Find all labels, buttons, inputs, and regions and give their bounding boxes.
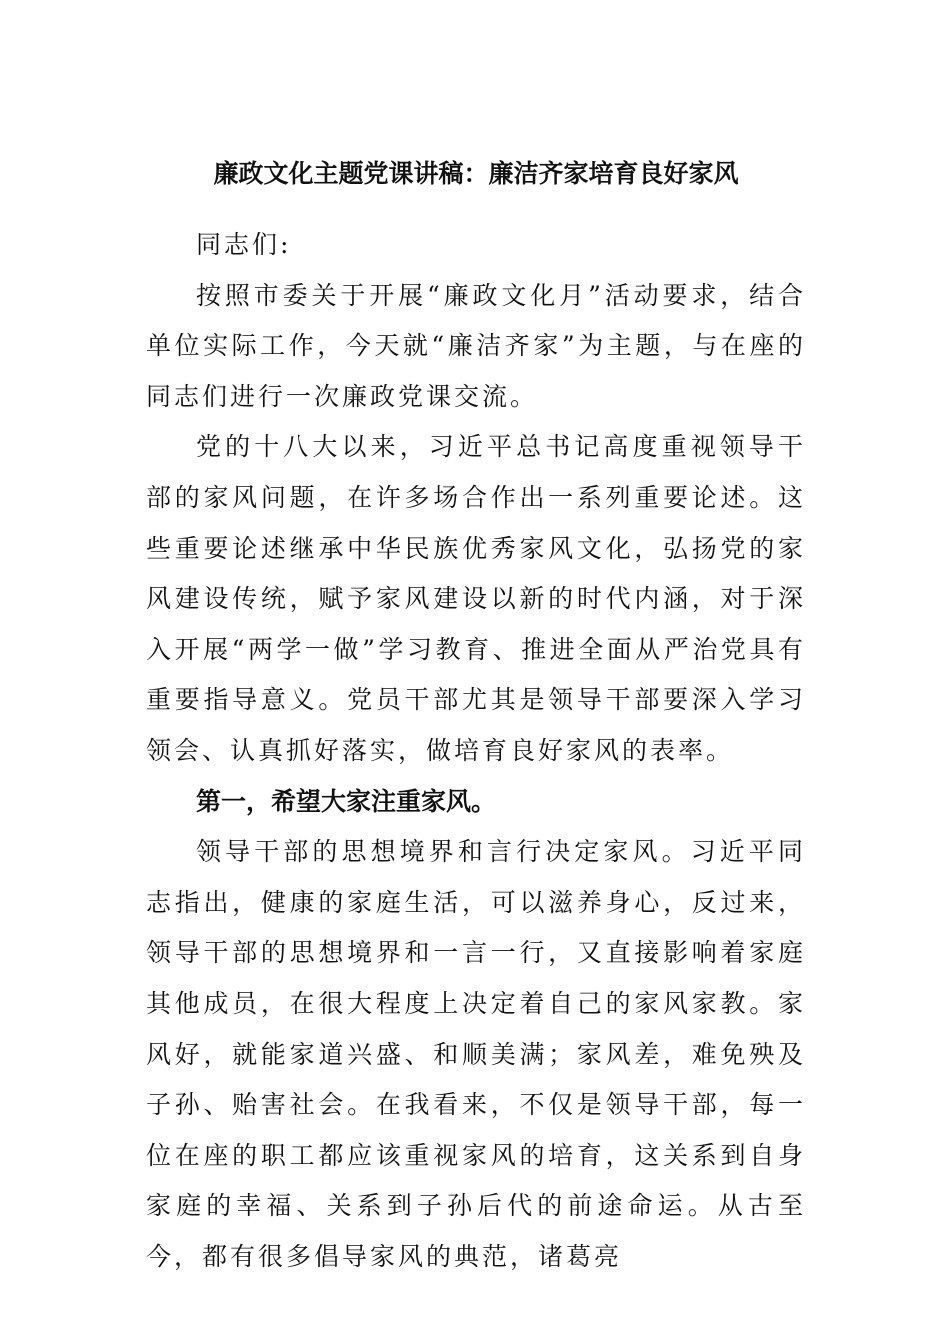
document-body [146, 220, 806, 1282]
document-title: 廉政文化主题党课讲稿：廉洁齐家培育良好家风 [213, 159, 739, 188]
greeting: 同志们: [196, 230, 292, 259]
paragraph-background: 党的十八大以来，习近平总书记高度重视领导干部的家风问题，在许多场合作出一系列重要论述。这些重要论述继承中华民族优秀家风文化，弘扬党的家风建设传统，赋予家风建设以新的时代内涵，对于深入开展“两学一做”学习教育、推进全面从严治党具有重要指导意义。党员干部尤其是领导干部要深入学习领会、认真抓好落实，做培育良好家风的表率。 [146, 432, 806, 765]
paragraph-intro: 按照市委关于开展“廉政文化月”活动要求，结合单位实际工作，今天就“廉洁齐家”为主题，与在座的同志们进行一次廉政党课交流。 [146, 280, 806, 411]
section-paragraph: 领导干部的思想境界和言行决定家风。习近平同志指出，健康的家庭生活，可以滋养身心，反过来，领导干部的思想境界和一言一行，又直接影响着家庭其他成员，在很大程度上决定着自己的家风家教。家风好，就能家道兴盛、和顺美满；家风差，难免殃及子孙、贻害社会。在我看来，不仅是领导干部，每一位在座的职工都应该重视家风的培育，这关系到自身家庭的幸福、关系到子孙后代的前途命运。从古至今，都有很多倡导家风的典范，诸葛亮 [146, 837, 806, 1271]
section-heading: 第一，希望大家注重家风。 [196, 786, 497, 816]
